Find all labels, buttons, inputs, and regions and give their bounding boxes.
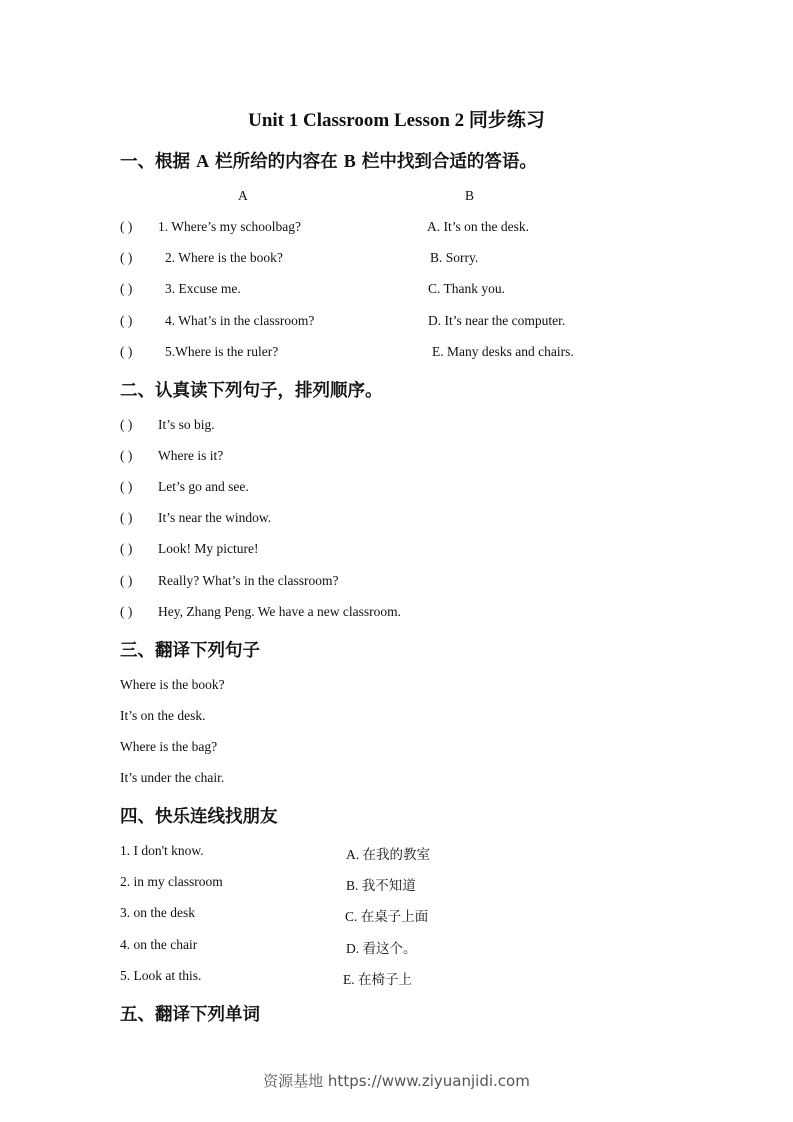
question-text: 3. Excuse me. — [165, 281, 241, 296]
match-left-item[interactable]: 5. Look at this. — [120, 968, 202, 983]
match-right-item[interactable]: B. 我不知道 — [346, 878, 416, 893]
match-left-item[interactable]: 4. on the chair — [120, 937, 198, 952]
order-blank[interactable]: ( ) — [120, 479, 133, 494]
answer-option: A. It’s on the desk. — [427, 219, 529, 234]
order-blank[interactable]: ( ) — [120, 604, 133, 619]
sentence-row — [120, 541, 258, 557]
sentence-text: Hey, Zhang Peng. We have a new classroom. — [158, 604, 401, 619]
sentence-text: Let’s go and see. — [158, 479, 249, 494]
match-left-item[interactable]: 2. in my classroom — [120, 874, 223, 889]
sentence-row — [120, 510, 271, 526]
question-text: 2. Where is the book? — [165, 250, 283, 265]
order-blank[interactable]: ( ) — [120, 448, 133, 463]
answer-option: B. Sorry. — [430, 250, 479, 265]
question-row — [120, 250, 283, 266]
section-1-heading-part: 栏中找到合适的答语。 — [355, 152, 537, 172]
match-right-item[interactable]: C. 在桌子上面 — [345, 909, 429, 924]
order-blank[interactable]: ( ) — [120, 417, 133, 432]
match-left-item[interactable]: 1. I don't know. — [120, 843, 204, 858]
page-title: Unit 1 Classroom Lesson 2 同步练习 — [248, 110, 545, 131]
sentence-row — [120, 479, 249, 495]
sentence-text: Where is it? — [158, 448, 224, 463]
sentence-text: Really? What’s in the classroom? — [158, 573, 339, 588]
answer-blank[interactable]: ( ) — [120, 219, 133, 234]
sentence-text: Look! My picture! — [158, 541, 259, 556]
order-blank[interactable]: ( ) — [120, 510, 133, 525]
section-3-heading: 三、翻译下列句子 — [120, 641, 260, 661]
question-row — [120, 281, 241, 297]
answer-blank[interactable]: ( ) — [120, 344, 133, 359]
answer-blank[interactable]: ( ) — [120, 281, 133, 296]
column-a-label: A — [238, 188, 248, 203]
section-1-heading — [120, 148, 537, 173]
question-text: 4. What’s in the classroom? — [165, 313, 315, 328]
column-b-label: B — [465, 188, 475, 203]
sentence-row — [120, 573, 338, 589]
sentence-text: It’s near the window. — [158, 510, 272, 525]
match-right-item[interactable]: A. 在我的教室 — [346, 847, 430, 862]
translate-sentence: Where is the bag? — [120, 739, 218, 754]
question-row — [120, 313, 314, 329]
section-1-heading-part: 栏所给的内容在 — [209, 152, 344, 172]
sentence-row — [120, 604, 401, 620]
section-5-heading: 五、翻译下列单词 — [120, 1005, 260, 1025]
translate-sentence: Where is the book? — [120, 677, 225, 692]
section-4-heading: 四、快乐连线找朋友 — [120, 807, 278, 827]
sentence-row — [120, 417, 215, 433]
translate-sentence: It’s on the desk. — [120, 708, 206, 723]
answer-option: E. Many desks and chairs. — [432, 344, 574, 359]
answer-option: C. Thank you. — [428, 281, 505, 296]
match-left-item[interactable]: 3. on the desk — [120, 905, 195, 920]
order-blank[interactable]: ( ) — [120, 573, 133, 588]
question-text: 5.Where is the ruler? — [165, 344, 279, 359]
question-text: 1. Where’s my schoolbag? — [158, 219, 301, 234]
section-1-heading-letter-b: B — [343, 151, 356, 171]
source-watermark: 资源基地 https://www.ziyuanjidi.com — [263, 1072, 530, 1090]
question-row — [120, 344, 278, 360]
answer-blank[interactable]: ( ) — [120, 250, 133, 265]
section-1-heading-part: 一、根据 — [120, 152, 197, 172]
answer-option: D. It’s near the computer. — [428, 313, 566, 328]
translate-sentence: It’s under the chair. — [120, 770, 225, 785]
sentence-row — [120, 448, 223, 464]
answer-blank[interactable]: ( ) — [120, 313, 133, 328]
match-right-item[interactable]: D. 看这个。 — [346, 941, 417, 956]
sentence-text: It’s so big. — [158, 417, 215, 432]
section-2-heading: 二、认真读下列句子，排列顺序。 — [120, 381, 383, 401]
section-1-heading-letter-a: A — [196, 151, 210, 171]
question-row — [120, 219, 301, 235]
match-right-item[interactable]: E. 在椅子上 — [343, 972, 412, 987]
order-blank[interactable]: ( ) — [120, 541, 133, 556]
